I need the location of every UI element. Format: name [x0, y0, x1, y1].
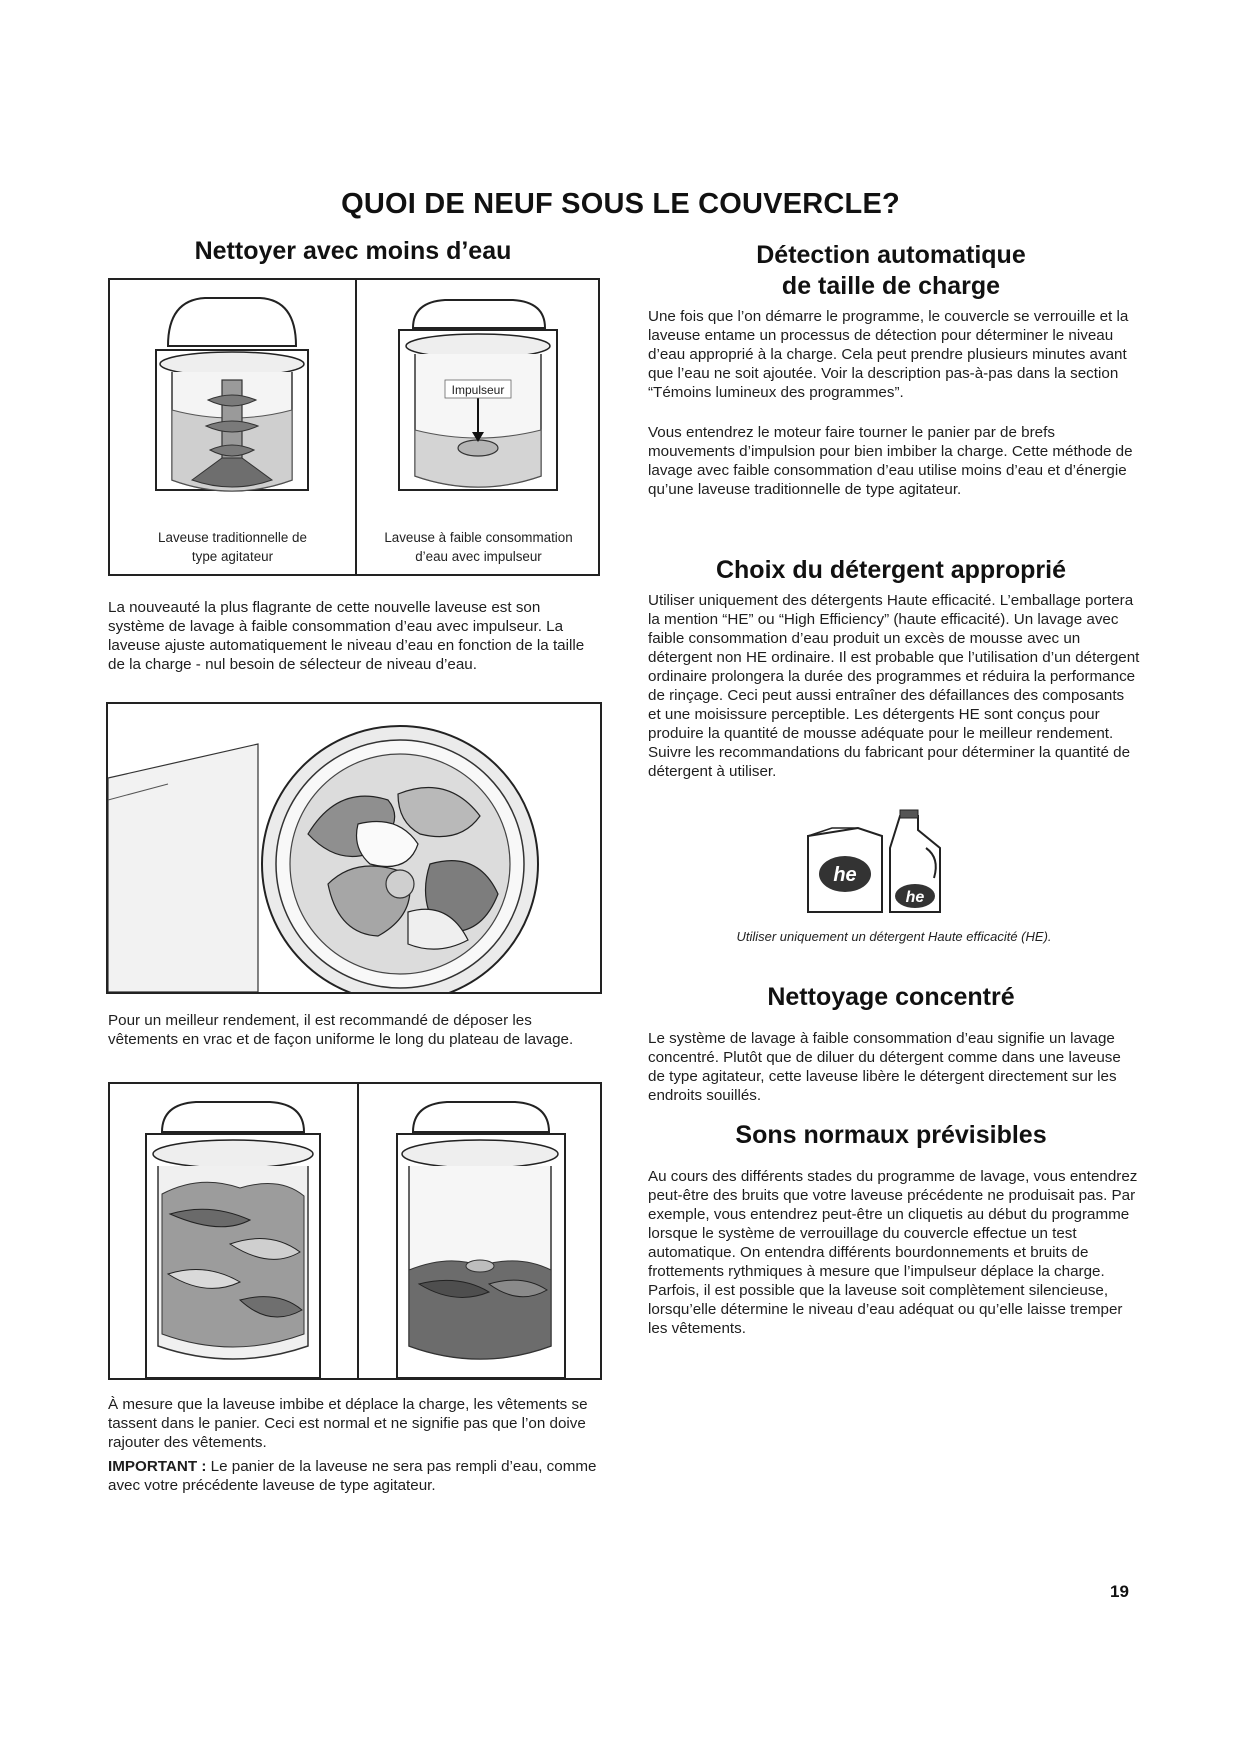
- title-line: de taille de charge: [781, 272, 1001, 300]
- important-label: IMPORTANT :: [108, 1458, 207, 1475]
- title-line: Détection automatique: [756, 241, 1026, 269]
- caption-line: d’eau avec impulseur: [415, 549, 542, 564]
- paragraph-load-settling: À mesure que la laveuse imbibe et déplace la charge, les vêtements se tassent dans le panier. Ceci est normal et ne signifie pas que l’on doive rajouter des vêtements.: [108, 1396, 588, 1451]
- caption-impeller-washer: [357, 528, 600, 566]
- important-text: Le panier de la laveuse ne sera pas rempli d’eau, comme avec votre précédente laveuse de type agitateur.: [108, 1458, 597, 1494]
- figure-load-settling: [108, 1082, 602, 1380]
- section-title-detergent: Choix du détergent approprié: [715, 556, 1067, 584]
- figure-washer-comparison: [108, 278, 600, 576]
- he-logo-box: he: [833, 864, 857, 886]
- he-logo-bottle: he: [905, 889, 925, 906]
- section-title-less-water: Nettoyer avec moins d’eau: [194, 237, 512, 265]
- paragraph-detergent: Utiliser uniquement des détergents Haute efficacité. L’emballage portera la mention “HE” ou “High Efficiency” (haute efficacité). Un lavage avec faible consommation d’eau produit un excès de mousse avec un détergent non HE ordinaire. Il est probable que l’utilisation d’un détergent ordinaire prolongera la durée des programmes et réduira la performance de rinçage. Ceci peut aussi entraîner des défaillances des composants et une moisissure perceptible. Les détergents HE sont conçus pour produire la quantité de mousse adéquate pour le meilleur rendement. Suivre les recommandations du fabricant pour déterminer la quantité de détergent à utiliser.: [648, 592, 1140, 780]
- paragraph-concentrated: Le système de lavage à faible consommation d’eau signifie un lavage concentré. Plutôt que de diluer du détergent comme dans une laveuse de type agitateur, cette laveuse libère le détergent directement sur les endroits souillés.: [648, 1030, 1121, 1104]
- load-top-view-illustration: [108, 704, 600, 992]
- paragraph-load-placement: Pour un meilleur rendement, il est recommandé de déposer les vêtements en vrac et de façon uniforme le long du plateau de lavage.: [108, 1012, 574, 1048]
- important-note: [108, 1457, 600, 1495]
- paragraph-sounds: Au cours des différents stades du programme de lavage, vous entendrez peut-être des bruits que votre laveuse précédente ne produisait pas. Par exemple, vous entendrez peut-être un cliquetis au début du programme lorsque le système de verrouillage du couvercle effectue un test automatique. On entendra différents bourdonnements et bruits de frottements rythmiques à mesure que l’impulseur déplace la charge. Parfois, il est possible que la laveuse soit complètement silencieuse, lorsqu’elle détermine le niveau d’eau adéquat ou qu’elle laisse tremper les vêtements.: [648, 1168, 1138, 1337]
- section-title-concentrated: Nettoyage concentré: [767, 983, 1015, 1011]
- caption-agitator-washer: [110, 528, 355, 566]
- section-title-load-detection: [645, 240, 1137, 302]
- full-basket-illustration: [110, 1084, 357, 1378]
- paragraph-detection-2: Vous entendrez le moteur faire tourner le panier par de brefs mouvements d’impulsion pour bien imbiber la charge. Cette méthode de lavage avec faible consommation d’eau utilise moins d’eau et d’énergie qu’une laveuse traditionnelle de type agitateur.: [648, 424, 1133, 498]
- agitator-washer-illustration: [110, 280, 355, 520]
- detergent-caption: Utiliser uniquement un détergent Haute efficacité (HE).: [736, 929, 1052, 944]
- he-detergent-illustration: [800, 808, 950, 918]
- caption-line: Laveuse traditionnelle de: [158, 530, 307, 545]
- page-number: 19: [1110, 1582, 1129, 1601]
- impeller-label: Impulseur: [451, 383, 505, 397]
- caption-line: Laveuse à faible consommation: [384, 530, 573, 545]
- section-title-sounds: Sons normaux prévisibles: [735, 1121, 1047, 1149]
- impeller-washer-illustration: [357, 280, 600, 520]
- figure-load-top-view: [106, 702, 602, 994]
- paragraph-detection-1: Une fois que l’on démarre le programme, le couvercle se verrouille et la laveuse entame un processus de détection pour déterminer le niveau d’eau approprié à la charge. Cela peut prendre plusieurs minutes avant que l’eau ne soit ajoutée. Voir la description pas-à-pas dans la section “Témoins lumineux des programmes”.: [648, 308, 1129, 401]
- settled-basket-illustration: [359, 1084, 602, 1378]
- caption-line: type agitateur: [191, 549, 274, 564]
- paragraph-low-water-system: La nouveauté la plus flagrante de cette nouvelle laveuse est son système de lavage à faible consommation d’eau avec impulseur. La laveuse ajuste automatiquement le niveau d’eau en fonction de la taille de la charge - nul besoin de sélecteur de niveau d’eau.: [108, 599, 585, 673]
- page-title: QUOI DE NEUF SOUS LE COUVERCLE?: [341, 188, 900, 220]
